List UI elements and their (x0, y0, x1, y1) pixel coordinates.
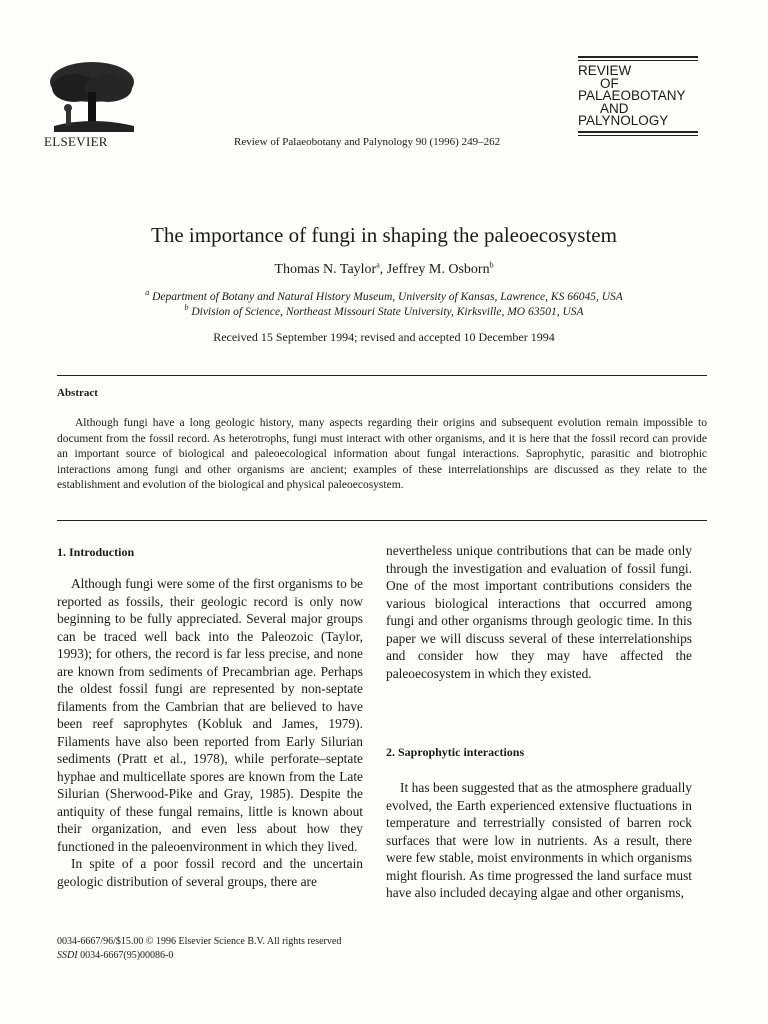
section-heading: 1. Introduction (57, 545, 135, 559)
journal-title-line: AND (600, 100, 629, 116)
affiliation-mark: a (145, 288, 150, 298)
abstract-text: Although fungi have a long geologic history, many aspects regarding their origins and subsequent evolution remain impossible to document from the fossil record. As heterotrophs, fungi must interact with other organisms, and it is here that the fossil record can provide an important source of biological and paleoecological information about fungal interactions. Saprophytic, parasitic and biotrophic interactions among fungi and other organisms are ancient; examples of these interrelationships are discussed as they relate to the establishment and evolution of the biological and physical paleoecosystem. (57, 417, 707, 491)
journal-title-line: OF (600, 75, 619, 91)
received-dates: Received 15 September 1994; revised and accepted 10 December 1994 (213, 330, 555, 344)
paragraph: nevertheless unique contributions that can be made only through the investigation and evaluation of fossil fungi. One of the most important contributions considers the various biological interactions that occurred among fungi and other organisms through geologic time. In this paper we will discuss several of these interrelationships and consider how they may have affected the paleoecosystem in which they existed. (386, 543, 692, 681)
ssdi-label: SSDI (57, 950, 78, 961)
author-mark: b (489, 260, 494, 270)
abstract-heading: Abstract (57, 387, 98, 399)
journal-title-line: PALAEOBOTANY (578, 88, 686, 103)
section-heading: 2. Saprophytic interactions (386, 745, 525, 759)
divider (57, 375, 707, 376)
paragraph: It has been suggested that as the atmosphere gradually evolved, the Earth experienced extensive fluctuations in temperature and terrestrially consisted of barren rock surfaces that were low in nutrients. As a result, there were few stable, moist environments in which organisms might flourish. As time progressed the land surface must have also included decaying algae and other organisms, (386, 780, 692, 900)
journal-title (578, 65, 698, 128)
publisher-name: ELSEVIER (44, 134, 108, 149)
journal-citation: Review of Palaeobotany and Palynology 90 (1996) 249–262 (234, 136, 501, 148)
paragraph: In spite of a poor fossil record and the uncertain geologic distribution of several groups, there are (57, 856, 363, 889)
author-name: Jeffrey M. Osborn (386, 262, 490, 277)
right-column-top (386, 542, 692, 682)
journal-masthead (578, 56, 698, 136)
affiliation-text: Division of Science, Northeast Missouri State University, Kirksville, MO 63501, USA (191, 306, 584, 318)
masthead-rule-top (578, 56, 698, 58)
article-title: The importance of fungi in shaping the paleoecosystem (151, 223, 617, 247)
journal-title-line: PALYNOLOGY (578, 113, 669, 128)
masthead-rule-bottom-thin (578, 135, 698, 136)
author-mark: a (376, 260, 380, 270)
right-column-bottom (386, 779, 692, 902)
copyright-line: 0034-6667/96/$15.00 © 1996 Elsevier Science B.V. All rights reserved (57, 936, 342, 947)
divider (57, 520, 707, 521)
paragraph: Although fungi were some of the first organisms to be reported as fossils, their geologic record is only now beginning to be fully appreciated. Several major groups can be traced well back into the Paleozoic (Taylor, 1993); for others, the record is far less precise, and none are known from sediments of Precambrian age. Perhaps the oldest fossil fungi are represented by non-septate filaments from the Cambrian that are believed to have been reef saprophytes (Kobluk and James, 1979). Filaments have also been reported from Early Silurian sediments (Pratt et al., 1978), while perforate–septate hyphae and multicellate spores are known from the Late Silurian (Sherwood-Pike and Gray, 1985). Despite the antiquity of these fungal remains, little is known about their organization, and even less about how they functioned in the paleoenvironment in which they lived. (57, 576, 363, 854)
left-column (57, 575, 363, 890)
ssdi-value: 0034-6667(95)00086-0 (80, 950, 174, 961)
author-list: Thomas N. Taylor$^a$, Jeffrey M. Osborn$^b$ (274, 260, 494, 277)
masthead-rule-top-thin (578, 60, 698, 61)
journal-title-line: REVIEW (578, 63, 632, 78)
masthead-rule-bottom (578, 131, 698, 133)
affiliation-text: Department of Botany and Natural History Museum, University of Kansas, Lawrence, KS 66045, USA (152, 291, 623, 303)
author-name: Thomas N. Taylor (274, 262, 377, 277)
ssdi-line (57, 950, 173, 961)
affiliation (0, 288, 768, 303)
affiliation (0, 303, 768, 318)
affiliation-mark: b (184, 303, 189, 313)
